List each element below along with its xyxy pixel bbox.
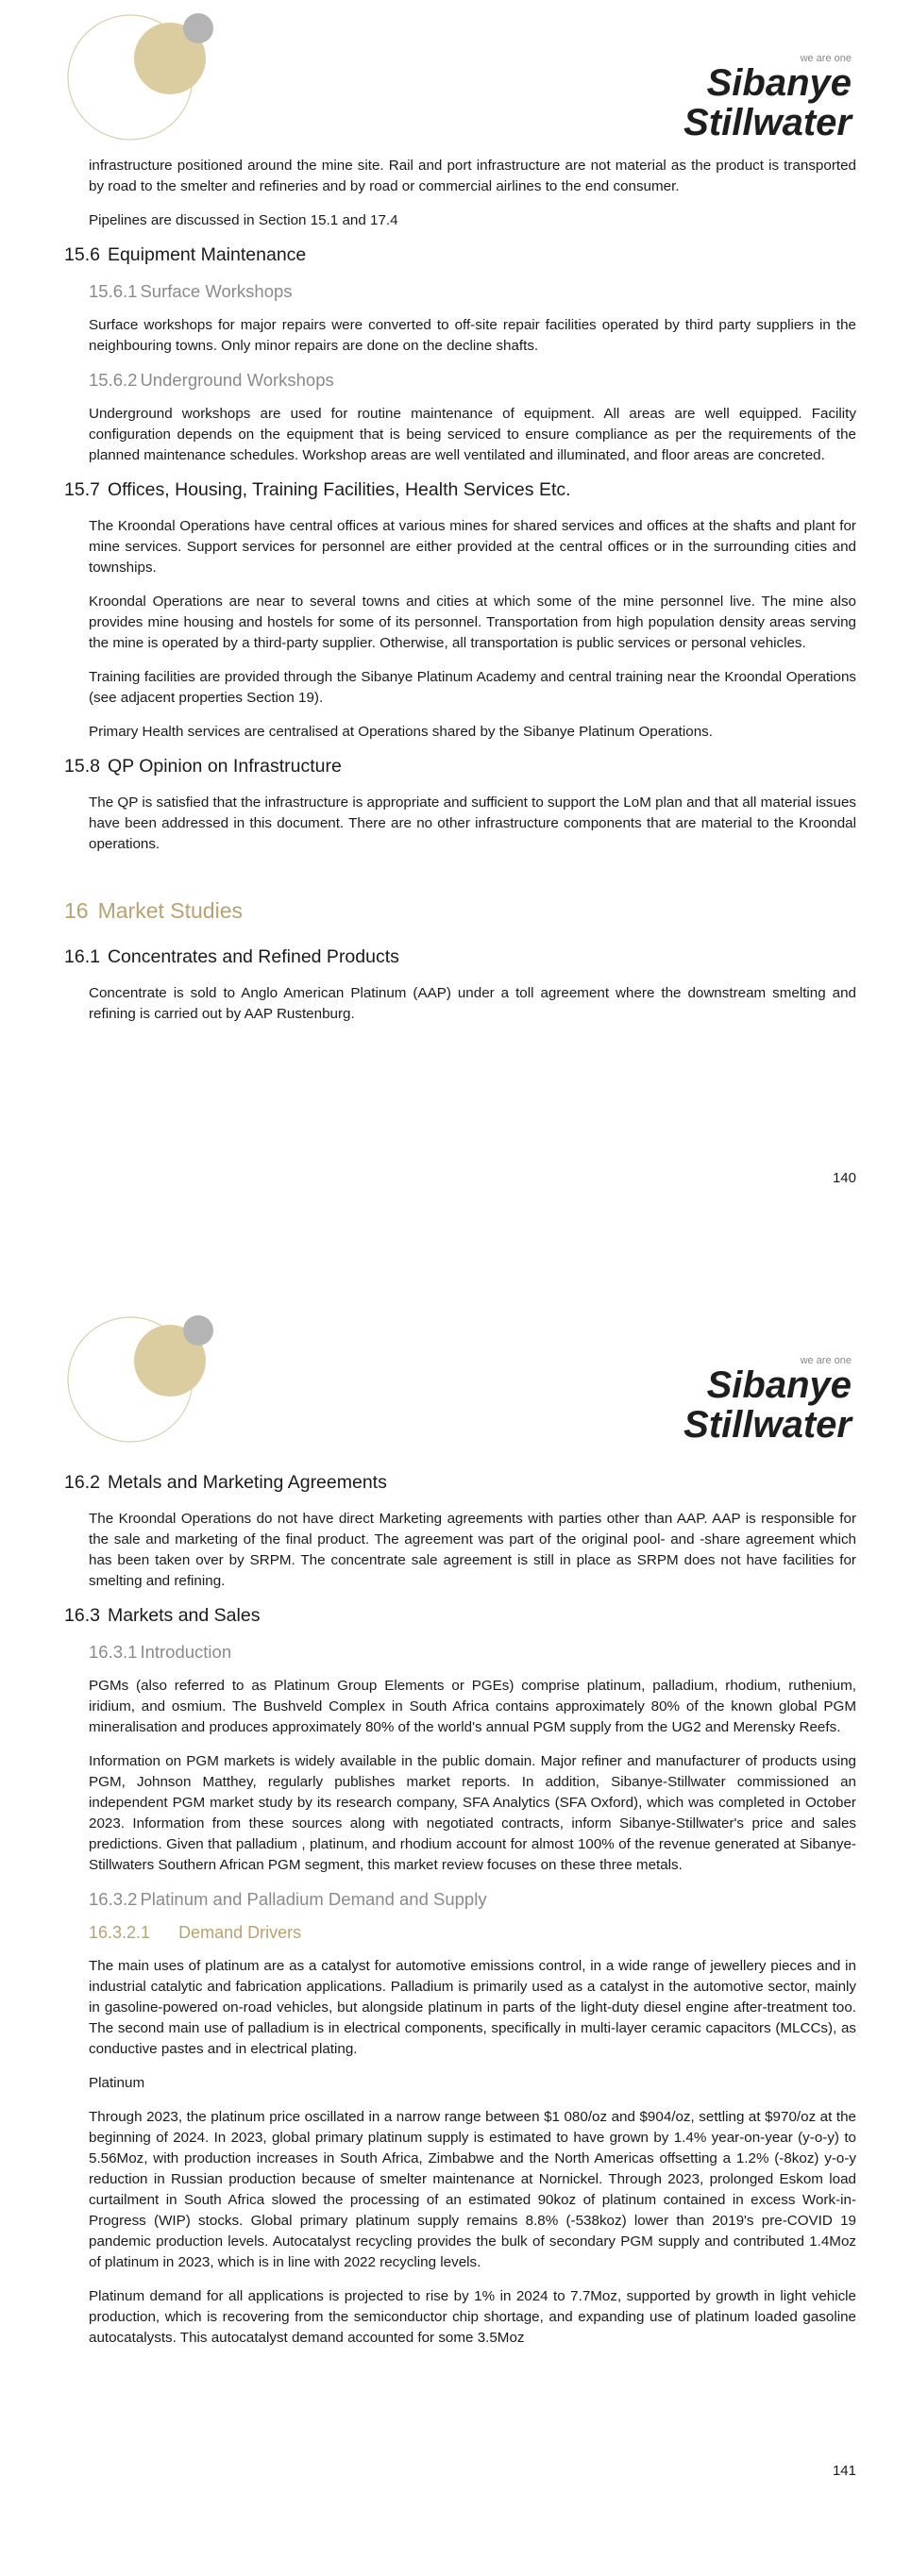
page-number: 140: [832, 1170, 856, 1186]
paragraph: PGMs (also referred to as Platinum Group Elements or PGEs) comprise platinum, palladium, rhodium, ruthenium, iridium, and osmium. The Bushveld Complex in South Africa contains approximately 80% of the known global PGM mineralisation and produces approximately 80% of the world's annual PGM supply from the UG2 and Merensky Reefs.: [89, 1678, 856, 1735]
paragraph: The main uses of platinum are as a catalyst for automotive emissions control, in a wide range of jewellery pieces and in industrial catalytic and fabrication applications. Palladium is primarily used as a catalyst in the automotive sector, mainly in gasoline-powered on-road vehicles, but alongside platinum in parts of the light-duty diesel engine after-treatment too. The second main use of palladium is in electrical components, specifically in multi-layer ceramic capacitors (MLCCs), as conductive pastes and in electrical plating.: [89, 1958, 856, 2057]
paragraph: Through 2023, the platinum price oscillated in a narrow range between $1 080/oz and $904/oz, settling at $970/oz at the beginning of 2024. In 2023, global primary platinum supply is estimated to have grown by 1.4% year-on-year (y-o-y) to 5.56Moz, with production increases in South Africa, Zimbabwe and the North Americas offsetting a 1.2% (-8koz) y-o-y reduction in Russian production because of smelter maintenance at Nornickel. Through 2023, prolonged Eskom load curtailment in South Africa slowed the processing of an estimated 90koz of platinum contained in excess Work-in-Progress (WIP) stocks. Global primary platinum supply remains 8.8% (-538koz) lower than 2019's pre-COVID 19 pandemic production levels. Autocatalyst recycling provides the bulk of secondary PGM supply and contributed 1.4Moz of platinum in 2023, which is in line with 2022 recycling levels.: [89, 2109, 856, 2270]
page-number: 141: [832, 2463, 856, 2479]
paragraph: The Kroondal Operations have central offices at various mines for shared services and offices at the shafts and plant for mine services. Support services for personnel are either provided at the central offices or in the surrounding cities and townships.: [89, 518, 856, 576]
chapter-heading-16: 16 Market Studies: [64, 898, 243, 923]
section-heading-16-2: 16.2 Metals and Marketing Agreements: [64, 1472, 387, 1493]
paragraph: Concentrate is sold to Anglo American Platinum (AAP) under a toll agreement where the downstream smelting and refining is carried out by AAP Rustenburg.: [89, 985, 856, 1022]
paragraph: Primary Health services are centralised at Operations shared by the Sibanye Platinum Operations.: [89, 724, 713, 740]
paragraph-label-platinum: Platinum: [89, 2075, 145, 2091]
section-heading-15-8: 15.8 QP Opinion on Infrastructure: [64, 756, 342, 777]
decorative-circles: [64, 1313, 215, 1446]
paragraph: Training facilities are provided through the Sibanye Platinum Academy and central training near the Kroondal Operations (see adjacent properties Section 19).: [89, 669, 856, 706]
section-heading-15-6: 15.6 Equipment Maintenance: [64, 244, 307, 265]
logo-line2: Stillwater: [683, 102, 852, 142]
paragraph: Platinum demand for all applications is projected to rise by 1% in 2024 to 7.7Moz, supported by growth in light vehicle production, which is recovering from the semiconductor chip shortage, and expanding use of platinum loaded gasoline autocatalysts. This autocatalyst demand accounted for some 3.5Moz: [89, 2288, 856, 2346]
paragraph: Information on PGM markets is widely available in the public domain. Major refiner and manufacturer of products using PGM, Johnson Matthey, regularly publishes market reports. In addition, Sibanye-Stillwater commissioned an independent PGM market study by its research company, SFA Analytics (SFA Oxford), which was completed in October 2023. Information from these sources along with negotiated contracts, inform Sibanye-Stillwater's price and sales predictions. Given that palladium , platinum, and rhodium account for almost 100% of the revenue generated at Sibanye-Stillwaters Southern African PGM segment, this market review focuses on these three metals.: [89, 1753, 856, 1873]
paragraph: infrastructure positioned around the mine site. Rail and port infrastructure are not material as the product is transported by road to the smelter and refineries and by road or commercial airlines to the end consumer.: [89, 158, 856, 194]
page-141-content: [64, 1472, 856, 2362]
decorative-circles: [64, 11, 215, 143]
paragraph: Underground workshops are used for routine maintenance of equipment. All areas are well equipped. Facility configuration depends on the equipment that is being serviced to ensure compliance as per the requirements of the planned maintenance schedules. Workshop areas are well ventilated and illuminated, and floor areas are concreted.: [89, 406, 856, 463]
paragraph: The Kroondal Operations do not have direct Marketing agreements with parties other than AAP. AAP is responsible for the sale and marketing of the final product. The agreement was part of the original pool- and -share agreement which has been taken over by SRPM. The concentrate sale agreement is still in place as SRPM does not have facilities for smelting and refining.: [89, 1511, 856, 1589]
subsubsection-heading-16-3-2-1: 16.3.2.1 Demand Drivers: [89, 1923, 302, 1942]
sibanye-stillwater-logo: [658, 52, 856, 142]
sibanye-stillwater-logo: [658, 1354, 856, 1444]
logo-line1: Sibanye: [706, 62, 852, 104]
logo-line1: Sibanye: [706, 1364, 852, 1406]
logo-tagline: we are one: [800, 53, 852, 64]
paragraph: Pipelines are discussed in Section 15.1 and 17.4: [89, 212, 398, 228]
subsection-heading-15-6-1: 15.6.1 Surface Workshops: [89, 281, 293, 301]
paragraph: The QP is satisfied that the infrastructure is appropriate and sufficient to support the LoM plan and that all material issues have been addressed in this document. There are no other infrastructure components that are material to the Kroondal operations.: [89, 795, 856, 852]
page-140-content: [64, 156, 856, 1038]
subsection-heading-16-3-2: 16.3.2 Platinum and Palladium Demand and Supply: [89, 1889, 487, 1909]
section-heading-16-1: 16.1 Concentrates and Refined Products: [64, 946, 399, 967]
logo-line2: Stillwater: [683, 1404, 852, 1444]
subsection-heading-16-3-1: 16.3.1 Introduction: [89, 1642, 232, 1662]
section-heading-15-7: 15.7 Offices, Housing, Training Facilities, Health Services Etc.: [64, 479, 571, 500]
paragraph: Surface workshops for major repairs were converted to off-site repair facilities operated by third party suppliers in the neighbouring towns. Only minor repairs are done on the decline shafts.: [89, 317, 856, 354]
paragraph: Kroondal Operations are near to several towns and cities at which some of the mine personnel live. The mine also provides mine housing and hostels for some of its personnel. Transportation from high population density areas serving the mine is operated by a third-party supplier. Otherwise, all transportation is public services or personal vehicles.: [89, 594, 856, 651]
page-141: [0, 1302, 911, 2576]
section-heading-16-3: 16.3 Markets and Sales: [64, 1605, 261, 1626]
subsection-heading-15-6-2: 15.6.2 Underground Workshops: [89, 370, 334, 390]
page-140: [0, 0, 911, 1255]
logo-tagline: we are one: [800, 1355, 852, 1366]
